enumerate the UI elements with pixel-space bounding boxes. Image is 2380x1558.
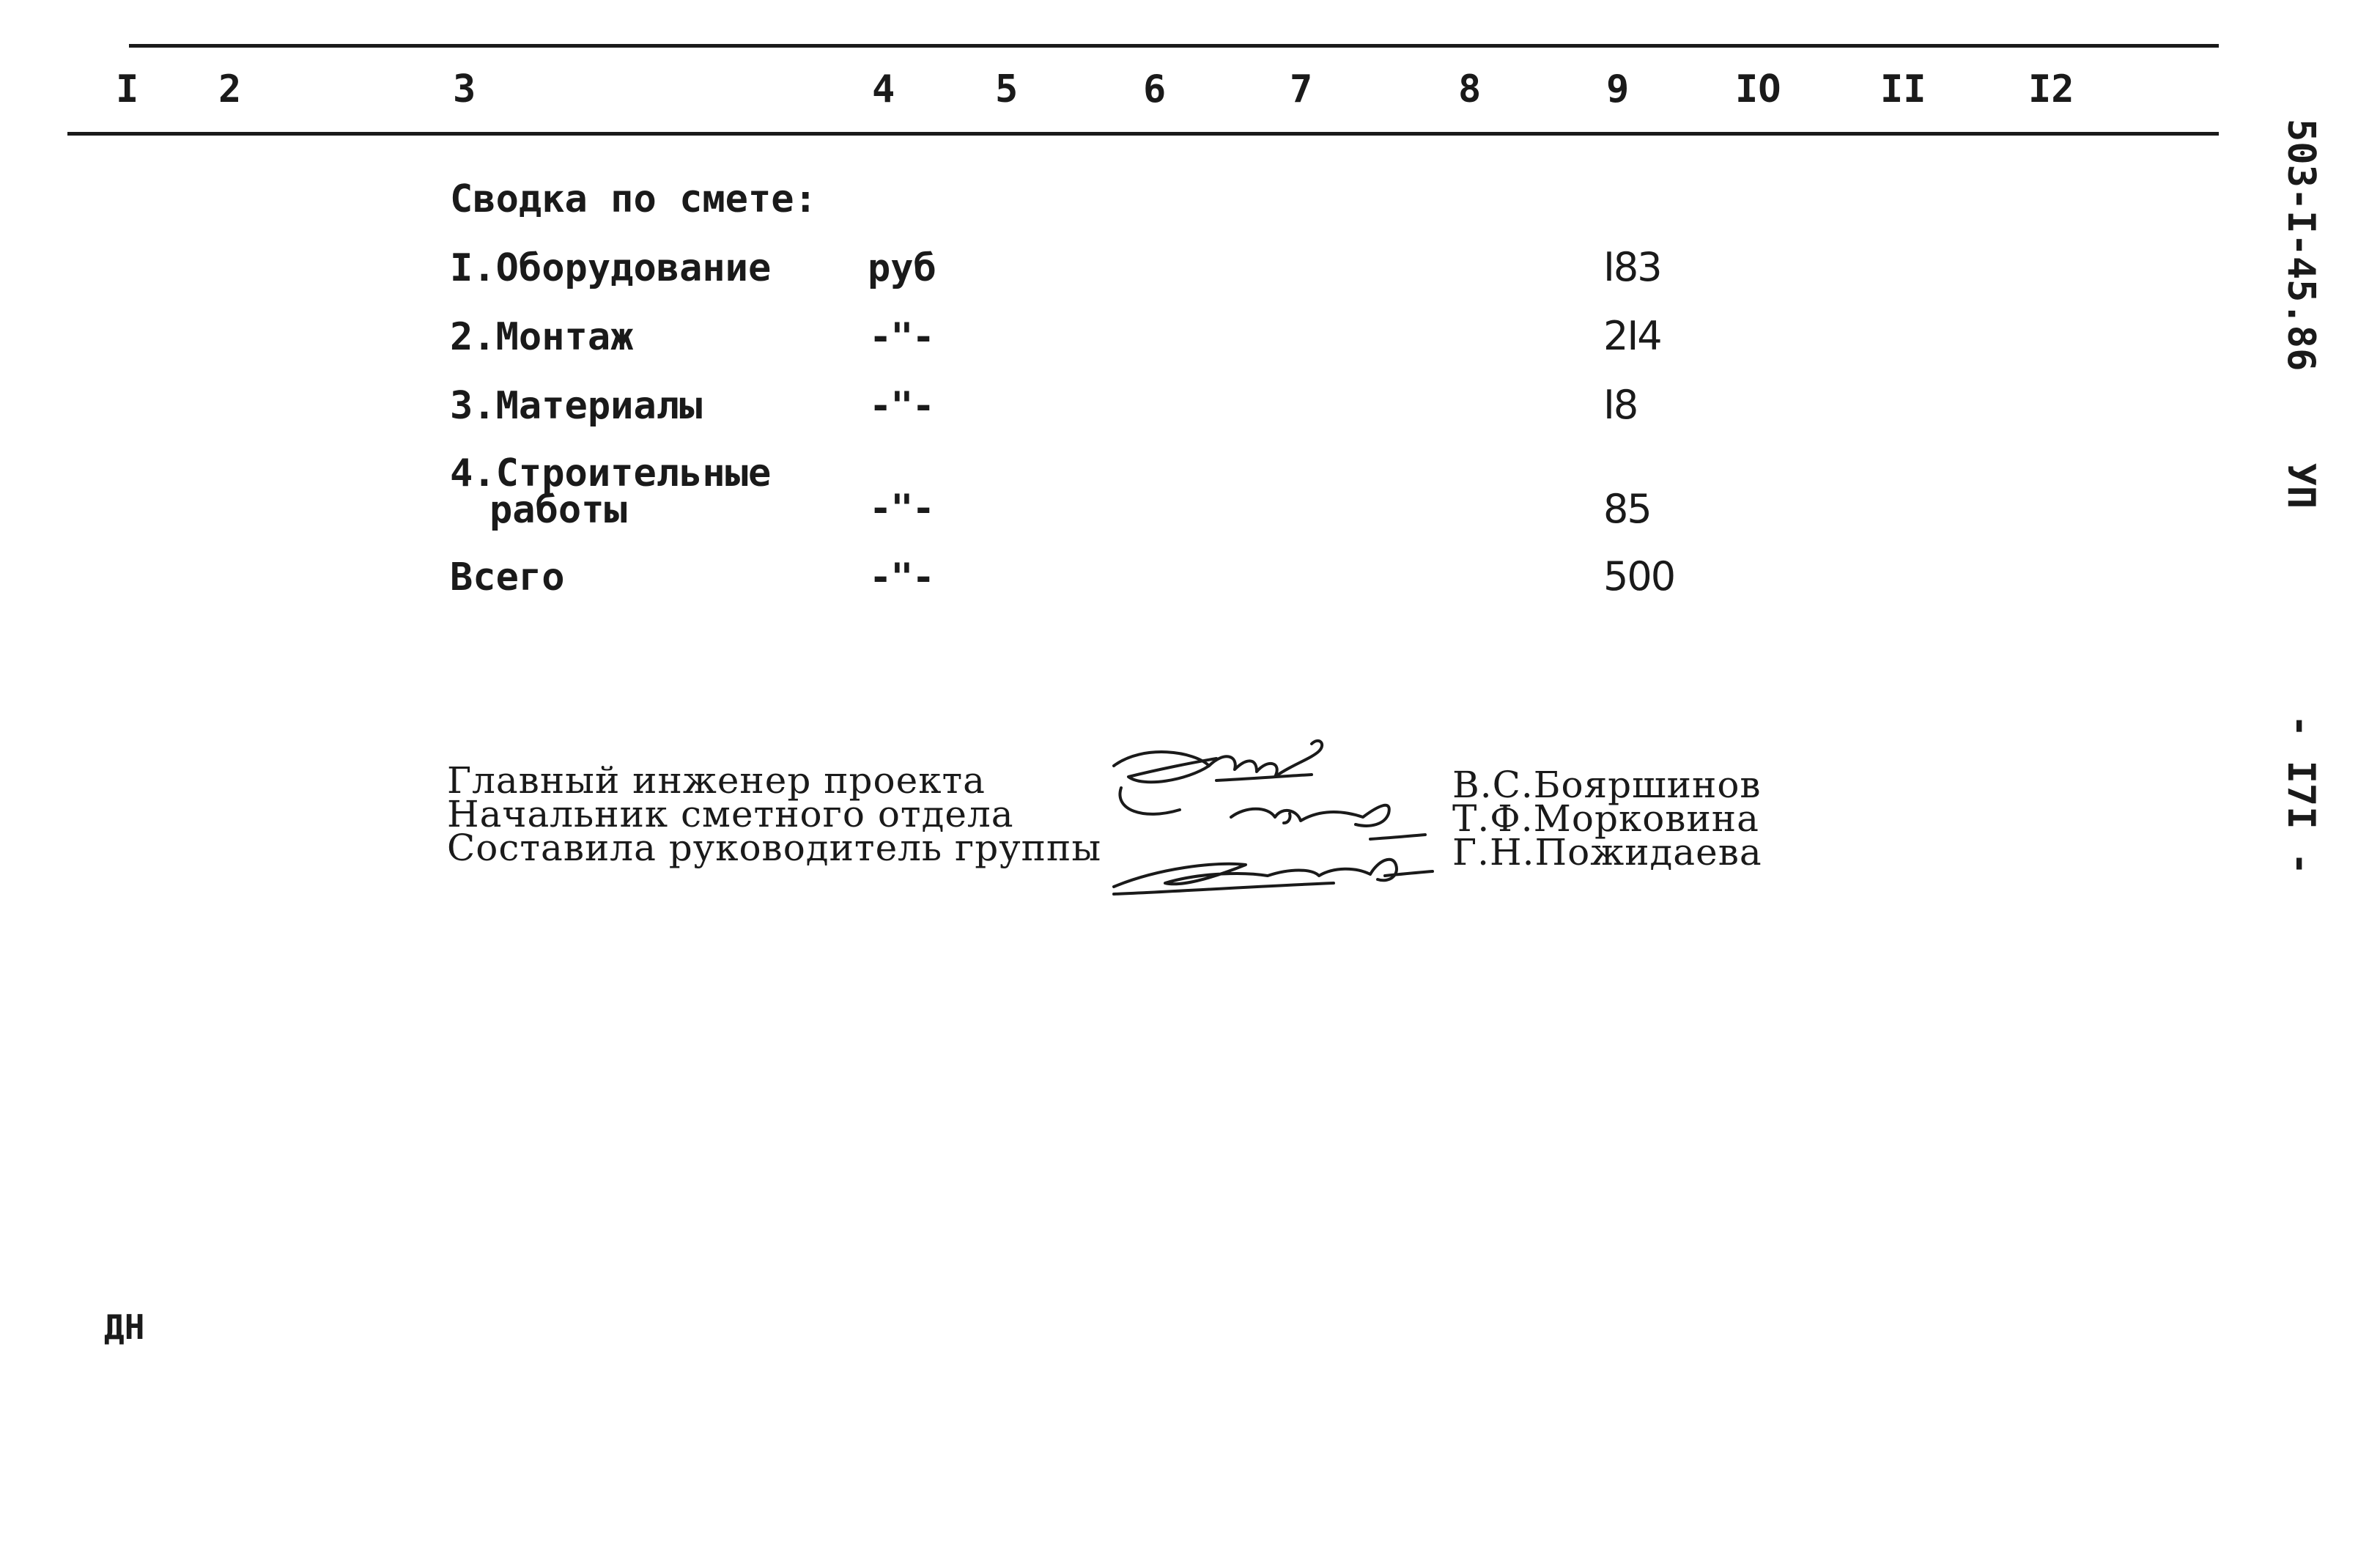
column-number: 2 <box>218 67 242 111</box>
row-value: I83 <box>1603 244 1661 290</box>
signatory-name: Т.Ф.Морковина <box>1452 797 1759 840</box>
row-name: I.Оборудование <box>450 246 772 290</box>
signatory-name: Г.Н.Пожидаева <box>1452 831 1762 874</box>
column-number: 5 <box>995 67 1019 111</box>
row-unit: -"- <box>869 384 934 428</box>
row-name: 3.Материалы <box>450 384 703 428</box>
row-value: 2I4 <box>1603 313 1661 359</box>
column-number: I2 <box>2028 67 2074 111</box>
column-number: IO <box>1735 67 1781 111</box>
row-unit: руб <box>868 246 936 290</box>
album-code: УП <box>2279 462 2323 509</box>
column-number: 4 <box>872 67 895 111</box>
row-name-continued: работы <box>489 488 627 532</box>
handwritten-signatures <box>1099 736 1436 905</box>
column-number: I <box>116 67 139 111</box>
row-name: 4.Строительные <box>450 451 772 495</box>
row-unit: -"- <box>869 315 934 359</box>
column-number: 7 <box>1290 67 1313 111</box>
row-value: 85 <box>1603 486 1651 532</box>
row-unit: -"- <box>869 487 934 531</box>
summary-title: Сводка по смете: <box>450 177 817 221</box>
signatory-name: В.С.Бояршинов <box>1452 764 1762 806</box>
page-number: - I7I - <box>2279 715 2323 876</box>
document-number: 503-I-45.86 <box>2279 119 2323 372</box>
row-name: Всего <box>450 555 565 599</box>
row-name: 2.Монтаж <box>450 315 634 359</box>
header-top-rule <box>129 44 2219 48</box>
signatory-role: Главный инженер проекта <box>447 759 986 802</box>
signatory-role: Составила руководитель группы <box>447 827 1102 869</box>
row-value: I8 <box>1603 382 1638 428</box>
document-code <box>2279 119 2323 509</box>
column-number: 6 <box>1143 67 1167 111</box>
column-number: 3 <box>453 67 476 111</box>
footer-mark: ДН <box>104 1307 145 1347</box>
header-bottom-rule <box>67 132 2219 136</box>
column-number: 9 <box>1606 67 1630 111</box>
column-number: II <box>1880 67 1926 111</box>
row-value: 500 <box>1603 553 1675 599</box>
row-unit: -"- <box>869 555 934 599</box>
signatory-role: Начальник сметного отдела <box>447 793 1014 835</box>
column-number: 8 <box>1458 67 1482 111</box>
